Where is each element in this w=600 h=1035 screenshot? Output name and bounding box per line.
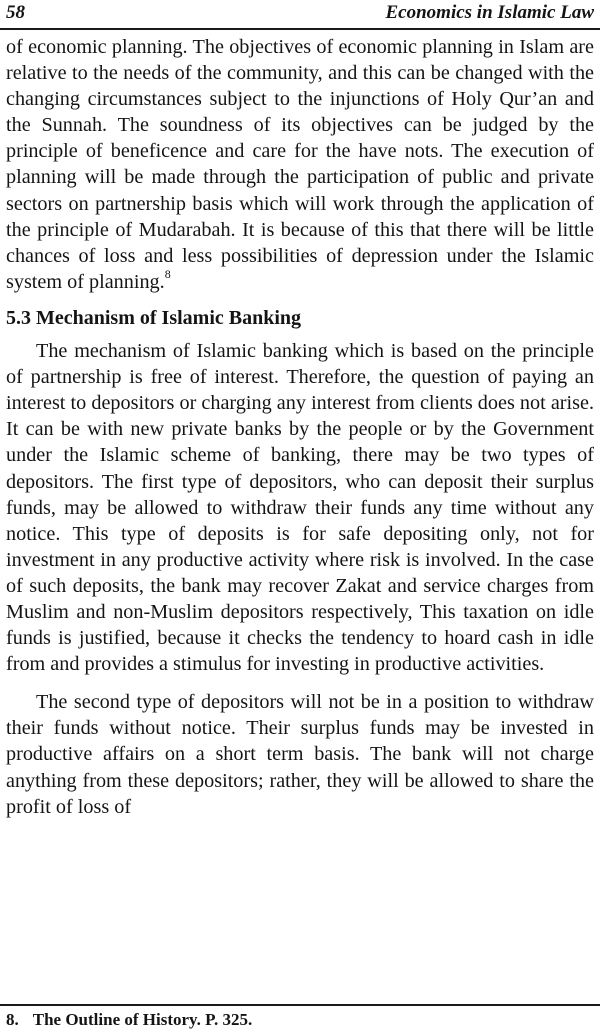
- footnote: [6, 1009, 252, 1031]
- paragraph-second-type: The second type of depositors will not be in a position to withdraw their funds without notice. Their surplus funds may be invested in productive affairs on a short term basis. The bank will not charge anything from these depositors; rather, they will be allowed to share the profit of loss of: [6, 691, 594, 818]
- paragraph-continued: [6, 34, 594, 295]
- header-rule: [0, 28, 600, 30]
- paragraph-text: of economic planning. The objectives of economic planning in Islam are relative to the needs of the community, and this can be changed with the changing circumstances subject to the injunctions of Holy Qur’an and the Sunnah. The soundness of its objectives can be judged by the principle of beneficence and care for the have nots. The execution of planning will be made through the participation of public and private sectors on partnership basis which will work through the application of the principle of Mudarabah. It is because of this that there will be little chances of loss and less possibilities of depression under the Islamic system of planning.: [6, 36, 594, 293]
- running-header: [6, 0, 594, 26]
- page-number: 58: [6, 2, 25, 23]
- paragraph-mechanism: The mechanism of Islamic banking which is based on the principle of partnership is free of interest. Therefore, the question of paying an interest to depositors or charging any interest from clients does not arise. It can be with new private banks by the people or by the Government under the Islamic scheme of banking, there may be two types of depositors. The first type of depositors, who can deposit their surplus funds, may be allowed to withdraw their funds any time without any notice. This type of deposits is for safe depositing only, not for investment in any productive activity where risk is involved. In the case of such deposits, the bank may recover Zakat and service charges from Muslim and non-Muslim depositors respectively, This taxation on idle funds is justified, because it checks the tendency to hoard cash in idle from and provides a stimulus for investing in productive activities.: [6, 340, 594, 676]
- running-title: Economics in Islamic Law: [385, 2, 594, 23]
- footnote-rule: [0, 1004, 600, 1006]
- footnote-reference: 8: [164, 267, 171, 282]
- section-heading: 5.3 Mechanism of Islamic Banking: [6, 306, 302, 329]
- body-text: [6, 34, 594, 820]
- footnote-text: The Outline of History. P. 325.: [32, 1010, 253, 1029]
- footnote-number: 8.: [6, 1010, 19, 1029]
